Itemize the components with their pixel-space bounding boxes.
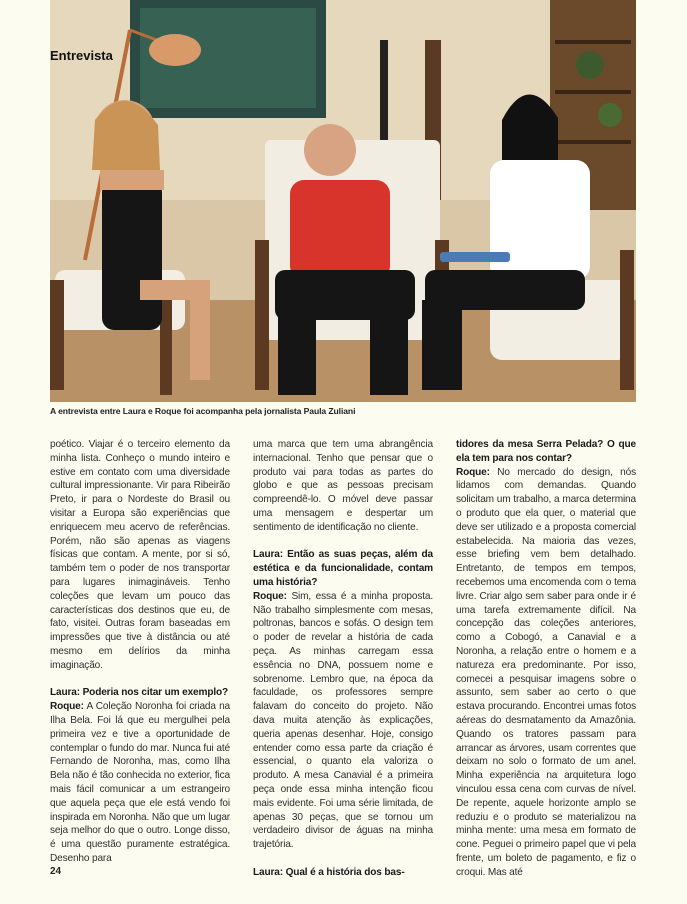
speaker-label: Roque: [456,466,490,478]
answer-text: No mercado do design, nós lidamos com demandas. Quando solicitam um trabalho, a marca determina o produto que ela quer, o material que deve ser utilizado e a proposta comercial estabelecida. Na maioria das vezes, esse briefing vem bem detalhado. Entretanto, de tempos em tempos, recebemos uma encomenda com o tema livre. Criar algo sem saber para onde ir é uma tarefa extremamente difícil. Na concepção das coleções anteriores, como a Cobogó, a Canavial e a Noronha, a relação entre o homem e a natureza era predominante. Por isso, comecei a pesquisar imagens sobre o assunto, sem saber ao certo o que estava procurando. Encontrei umas fotos aéreas do desmatamento da Amazônia. Quando os tratores passam para arrancar as árvores, usam correntes que deixam no solo o formato de um anel. Minha experiência na arquitetura logo vinculou essa cena com curvas de nível. De repente, aquele horizonte amplo se reduziu e o produto se materializou na minha mente: uma mesa em formato de cone. Peguei o primeiro papel que vi pela frente, um boleto de pagamento, e fiz o croqui. Mas até [456,466,636,878]
answer-text: Sim, essa é a minha proposta. Não trabalho simplesmente com mesas, poltronas, bancos e sofás. O design tem o poder de revelar a história de cada peça. As minhas carregam essa essência no DNA, possuem nome e sobrenome. Lembro que, na época da faculdade, os professores sempre falavam do conceito do projeto. Não dava muita atenção às explicações, queria apenas desenhar. Hoje, consigo entender como essa parte da criação é essencial, o quanto ela valoriza o produto. A mesa Canavial é a primeira peça onde essa minha intenção ficou mais evidente. Foi uma série limitada, de apenas 30 peças, que se tornou um verdadeiro divisor de águas na minha trajetória. [253,590,433,851]
answer [456,466,636,880]
page-number: 24 [50,866,62,877]
question: tidores da mesa Serra Pelada? O que ela tem para nos contar? [456,439,636,464]
question: Laura: Então as suas peças, além da estética e da funcionalidade, contam uma história? [253,549,433,588]
interview-photo [50,0,636,402]
paragraph: uma marca que tem uma abrangência internacional. Tenho que pensar que o produto vai para todas as partes do globo e que as pessoas precisam compreendê-lo. O móvel deve passar uma mensagem e despertar um sentimento de identificação no cliente. [253,439,433,533]
question: Laura: Poderia nos citar um exemplo? [50,687,229,699]
column-1 [50,438,230,864]
column-2 [253,438,433,878]
question: Laura: Qual é a história dos bas- [253,866,405,878]
paragraph: poético. Viajar é o terceiro elemento da minha lista. Conheço o mundo inteiro e estive em contato com uma diversidade cultural impressionante. Vir para Ribeirão Preto, ir para o Nordeste do Brasil ou visitar a Europa são experiências que enriquecem meu acervo de referências. Porém, não são apenas as viagens físicas que contam. A mente, por si só, também tem o poder de nos transportar para lugares inimagináveis. Tenho coleções que levam um pouco das características dos destinos que eu, de fato, visitei. Outras foram baseadas em impressões que tive à distância ou até mesmo em delírios da minha imaginação. [50,439,230,671]
section-label: Entrevista [50,48,113,63]
answer [50,700,230,866]
answer [253,590,433,852]
speaker-label: Roque: [253,590,287,602]
interview-photo-icon [50,0,636,402]
answer-text: A Coleção Noronha foi criada na Ilha Bela. Foi lá que eu mergulhei pela primeira vez e tive a oportunidade de contemplar o fundo do mar. Nunca fui até Fernando de Noronha, mas, como Ilha Bela não é tão conhecida no exterior, fica mais fácil comunicar a um estrangeiro que aquela peça que ele está vendo foi inspirada em Noronha. Não que um lugar seja melhor do que o outro. Longe disso, é uma questão puramente estratégica. Desenho para [50,701,230,864]
speaker-label: Roque: [50,701,84,713]
column-3 [456,438,636,878]
photo-caption: A entrevista entre Laura e Roque foi acompanha pela jornalista Paula Zuliani [50,406,356,416]
